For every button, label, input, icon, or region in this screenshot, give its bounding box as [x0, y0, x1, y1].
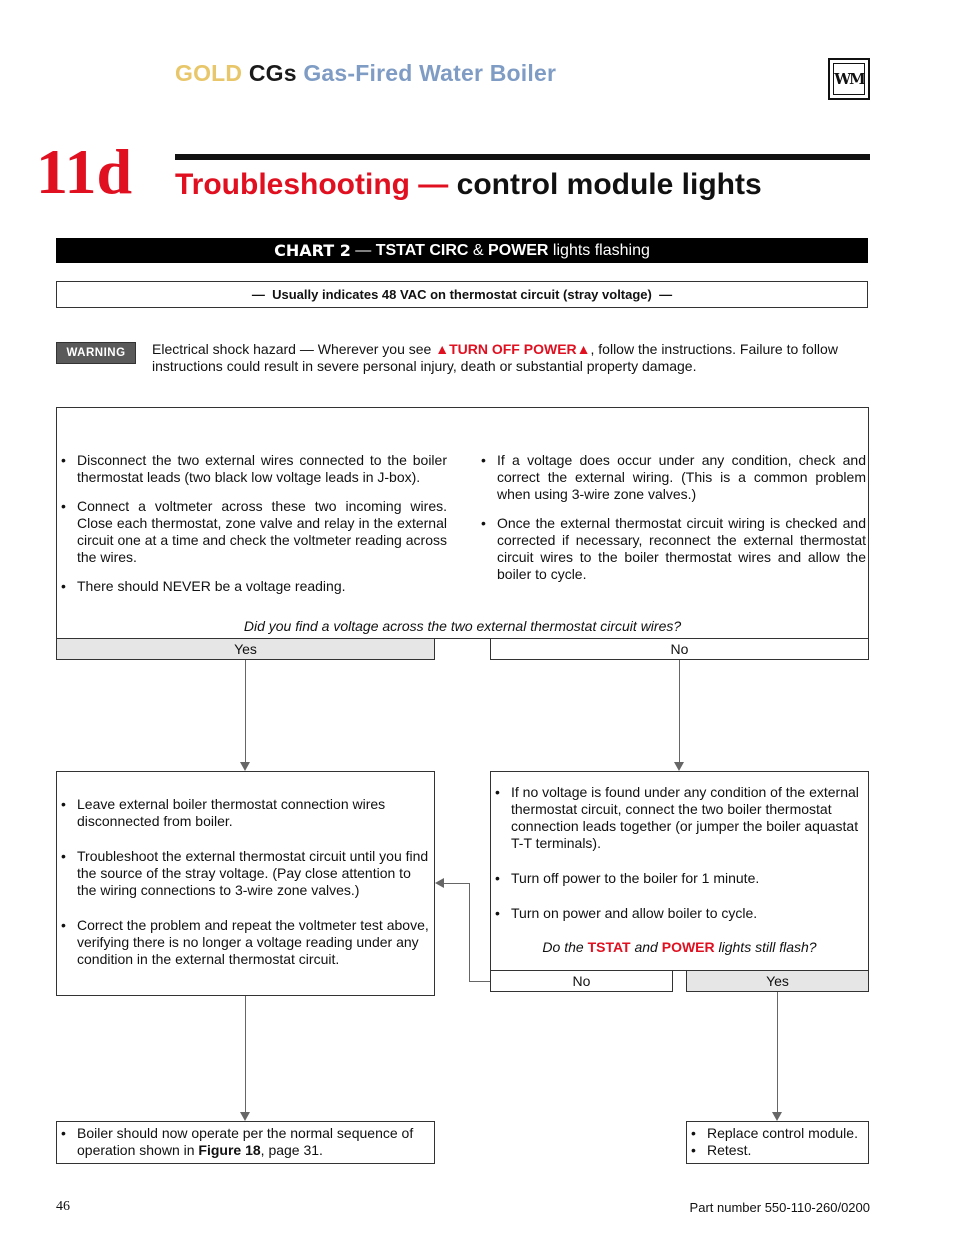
part-number: Part number 550-110-260/0200: [689, 1200, 870, 1215]
step1-box: [56, 407, 869, 639]
result-right-box: [686, 1121, 869, 1164]
list-item: • Turn on power and allow boiler to cycle.: [491, 905, 863, 922]
yes-branch-list: [57, 796, 432, 968]
chart-number: CHART 2: [274, 241, 351, 260]
list-item: • If a voltage does occur under any condition, check and correct the external wiring. (This is a common problem when using 3-wire zone valves.): [477, 452, 866, 503]
step1-yes-label: Yes: [56, 638, 435, 660]
section-number: 11d: [36, 136, 133, 207]
list-item: • Leave external boiler thermostat connection wires disconnected from boiler.: [57, 796, 432, 830]
no-branch-list: [491, 784, 863, 922]
warning-text: [152, 341, 868, 375]
logo-mark: WM: [833, 63, 865, 95]
q-power: POWER: [661, 939, 715, 955]
figure-ref: Figure 18: [198, 1142, 261, 1158]
warning-badge: WARNING: [56, 342, 136, 364]
list-item: • Correct the problem and repeat the voltmeter test above, verifying there is no longer a voltage reading under any condition in the external thermostat circuit.: [57, 917, 432, 968]
chart-tstat-circ: TSTAT CIRC: [375, 241, 469, 259]
step1-question: Did you find a voltage across the two external thermostat circuit wires?: [243, 618, 682, 634]
connector-line: [245, 660, 246, 762]
indication-note: [56, 281, 868, 308]
warning-text-after: , follow the instructions. Failure to follow instructions could result in severe personal injury, death or substantial property damage.: [152, 341, 838, 374]
section-title-red: Troubleshooting —: [175, 168, 449, 201]
connector-line: [469, 981, 490, 982]
no-branch-question: [491, 939, 868, 955]
result-left-text-after: , page 31.: [260, 1142, 323, 1158]
arrow-down-icon: [674, 762, 684, 771]
q-after: lights still flash?: [714, 939, 817, 955]
turn-off-power-label: ▲TURN OFF POWER▲: [435, 341, 591, 357]
result-left-text-before: Boiler should now operate per the normal sequence of operation shown in: [77, 1125, 414, 1158]
no-branch-no-label: No: [490, 970, 673, 992]
list-item: [57, 1125, 429, 1159]
list-item: • Once the external thermostat circuit wiring is checked and corrected if necessary, reconnect the external thermostat circuit wires to the boiler thermostat wires and allow the boiler to cycle.: [477, 515, 866, 583]
arrow-left-icon: [435, 878, 444, 888]
list-item: • There should NEVER be a voltage reading.: [57, 578, 447, 595]
arrow-down-icon: [240, 1112, 250, 1121]
connector-line: [469, 883, 470, 981]
chart-title-bar: [56, 238, 868, 263]
indication-note-text: — Usually indicates 48 VAC on thermostat circuit (stray voltage) —: [251, 287, 673, 302]
list-item: • Connect a voltmeter across these two incoming wires. Close each thermostat, zone valve and relay in the external circuit one at a time and check the voltmeter reading across the wires.: [57, 498, 447, 566]
list-item: • Replace control module.: [687, 1125, 865, 1142]
result-left-box: [56, 1121, 435, 1164]
warning-text-before: Electrical shock hazard — Wherever you see: [152, 341, 436, 357]
list-item: • Turn off power to the boiler for 1 minute.: [491, 870, 863, 887]
arrow-down-icon: [240, 762, 250, 771]
list-item: • If no voltage is found under any condition of the external thermostat circuit, connect the two boiler thermostat connection leads together (or jumper the boiler aquastat T-T terminals).: [491, 784, 863, 852]
brand-gold: GOLD: [175, 60, 243, 86]
section-title: [175, 168, 762, 202]
chart-tail: lights flashing: [548, 241, 650, 259]
chart-dash: —: [350, 241, 376, 259]
connector-line: [777, 992, 778, 1112]
q-before: Do the: [542, 939, 588, 955]
chart-power: POWER: [488, 241, 549, 259]
step1-right-list: [477, 452, 866, 583]
connector-line: [444, 883, 469, 884]
yes-branch-box: [56, 771, 435, 996]
step1-left-list: [57, 452, 447, 595]
q-tstat: TSTAT: [587, 939, 631, 955]
section-rule: [175, 154, 870, 160]
result-left-list: [57, 1125, 429, 1159]
chart-amp: &: [468, 241, 489, 259]
step1-no-label: No: [490, 638, 869, 660]
no-branch-box: [490, 771, 869, 971]
page-number: 46: [56, 1199, 70, 1214]
document-header-title: [175, 60, 556, 87]
q-mid: and: [630, 939, 662, 955]
list-item: • Troubleshoot the external thermostat circuit until you find the source of the stray voltage. (Pay close attention to the wiring connections to 3-wire zone valves.): [57, 848, 432, 899]
arrow-down-icon: [772, 1112, 782, 1121]
list-item: • Disconnect the two external wires connected to the boiler thermostat leads (two black low voltage leads in J-box).: [57, 452, 447, 486]
no-branch-yes-label: Yes: [686, 970, 869, 992]
section-title-black: control module lights: [456, 168, 762, 201]
connector-line: [245, 996, 246, 1112]
list-item: • Retest.: [687, 1142, 865, 1159]
brand-model: CGs: [248, 60, 297, 86]
brand-product: Gas-Fired Water Boiler: [303, 60, 557, 86]
result-right-list: [687, 1125, 865, 1159]
manufacturer-logo: [828, 58, 870, 100]
connector-line: [679, 660, 680, 762]
